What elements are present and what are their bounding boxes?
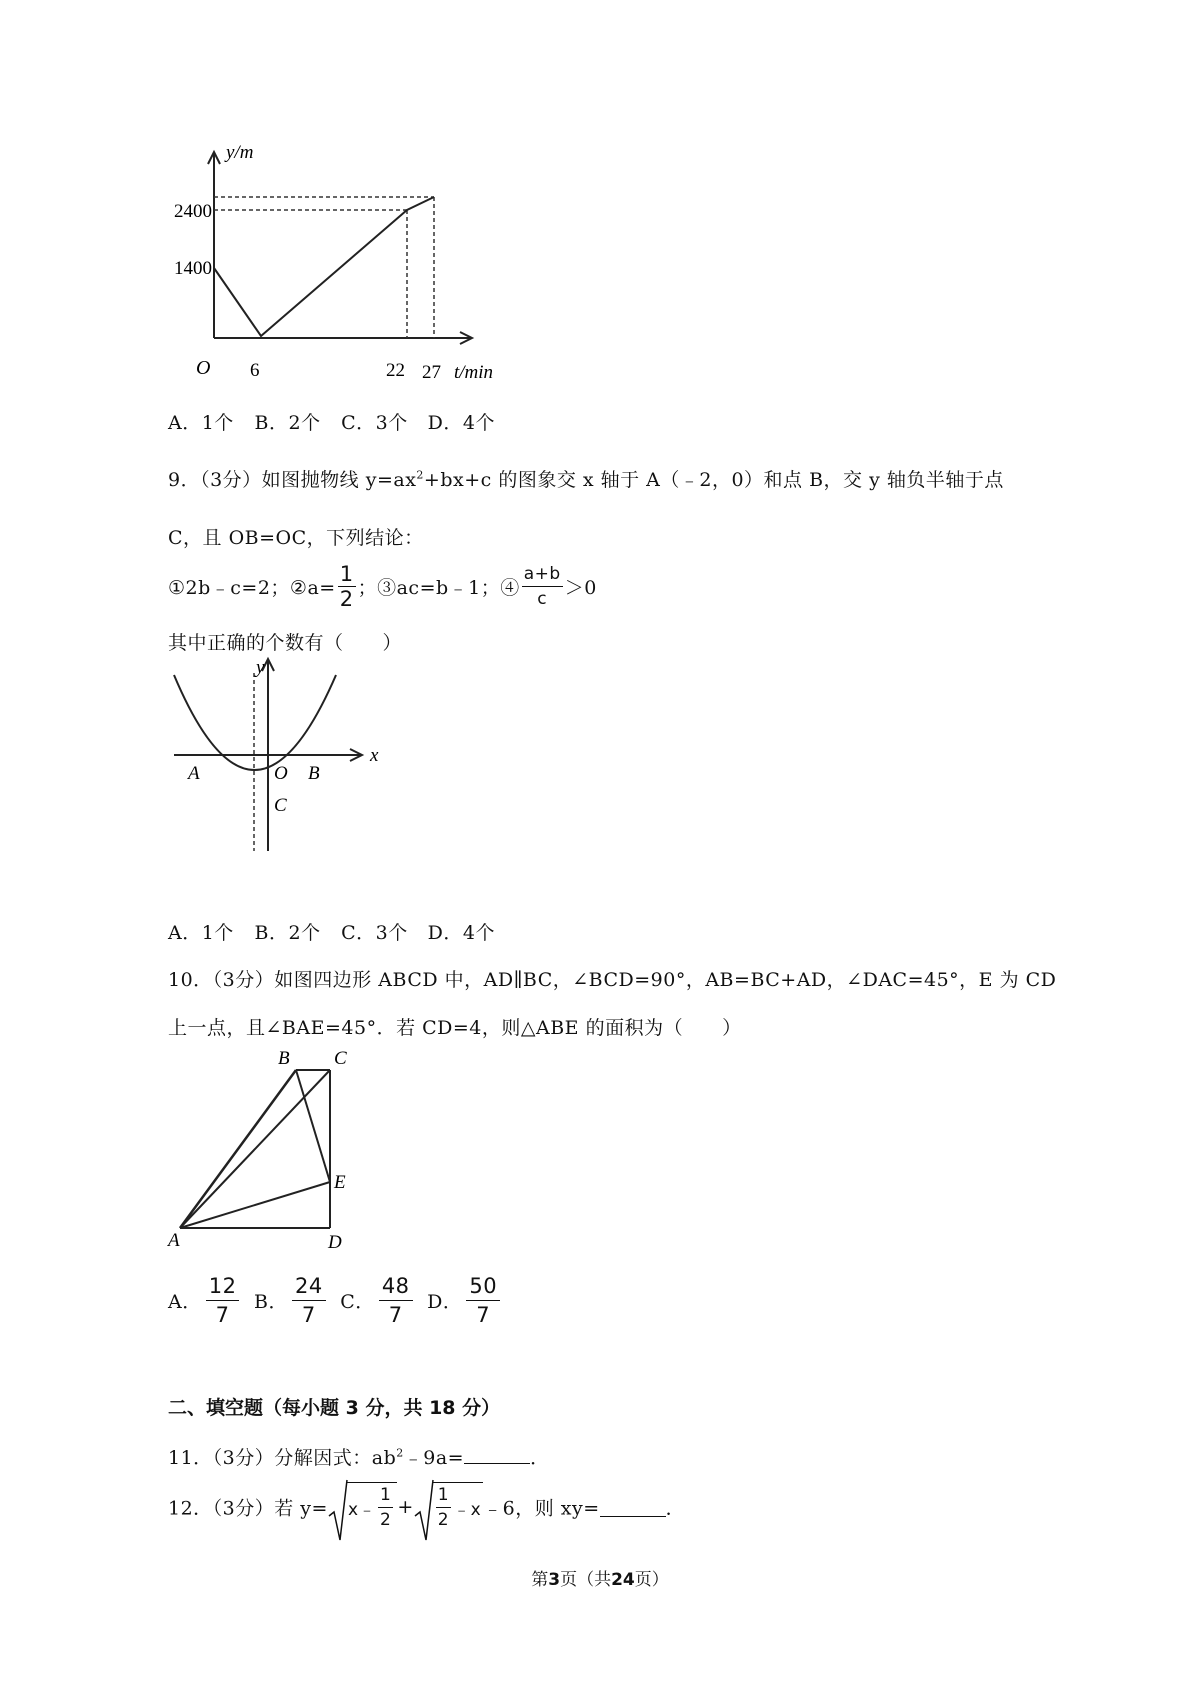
q10-option-b[interactable]: B． $\frac{24}{7}$ (254, 1272, 334, 1329)
origin-label: O (196, 357, 211, 379)
parabola-graph (160, 655, 400, 885)
distance-time-graph (174, 138, 520, 388)
q11: 11．（3分）分解因式：$ab^2﹣9a=$ ． (168, 1446, 550, 1469)
q10-line2: 上一点，且∠BAE=45°．若 CD=4，则△ABE 的面积为（ ） (168, 1017, 742, 1039)
segment-ab (180, 1070, 296, 1228)
q9-option-c[interactable]: C．3个 (341, 922, 408, 944)
fraction-a-plus-b-over-c: $\frac{a+b}{c}$ (523, 564, 561, 609)
q9-prompt: 其中正确的个数有（ ） (168, 632, 403, 654)
q8-options (168, 408, 495, 435)
origin-label: O (274, 763, 288, 784)
point-a-label: A (188, 763, 200, 784)
q10-option-a[interactable]: A． $\frac{12}{7}$ (168, 1272, 247, 1329)
point-b-label: B (308, 763, 320, 784)
x-tick-6: 6 (250, 360, 260, 381)
distance-line (214, 197, 434, 336)
point-c-label: C (274, 795, 287, 816)
q9-line2: C，且 OB=OC，下列结论： (168, 527, 424, 549)
point-c-label: C (334, 1048, 347, 1069)
q8-option-a[interactable]: A．1个 (168, 412, 234, 434)
fraction-one-half: $\frac{1}{2}$ (339, 562, 354, 611)
q8-option-d[interactable]: D．4个 (427, 412, 495, 434)
point-a-label: A (168, 1230, 180, 1251)
sqrt-expression-2: $\frac{1}{2}$ ﹣x (414, 1482, 483, 1532)
q8-option-b[interactable]: B．2个 (254, 412, 321, 434)
q9-line1: 9．（3分）如图抛物线 $y=ax^2+bx+c$ 的图象交 x 轴于 A（﹣2，0）和点 B，交 y 轴负半轴于点 (168, 468, 1004, 491)
quadrilateral-figure (170, 1040, 390, 1255)
x-axis-label: t/min (454, 362, 494, 383)
page-total: 24 (611, 1570, 635, 1590)
y-tick-1400: 1400 (174, 258, 212, 279)
q11-answer-blank[interactable] (464, 1445, 530, 1464)
q9-option-a[interactable]: A．1个 (168, 922, 234, 944)
point-d-label: D (328, 1232, 342, 1253)
q9-option-d[interactable]: D．4个 (427, 922, 495, 944)
point-b-label: B (278, 1048, 290, 1069)
x-label: x (370, 745, 379, 766)
q9-conclusions: ①2b﹣c=2；②a= $\frac{1}{2}$ ；③ac=b﹣1；④ $\frac{a+b}{c}$ ＞0 (168, 562, 597, 611)
y-tick-2400: 2400 (174, 201, 212, 222)
q10-line1: 10．（3分）如图四边形 ABCD 中，AD∥BC，∠BCD=90°，AB=BC+AD，∠DAC=45°，E 为 CD (168, 969, 1057, 991)
q9-option-b[interactable]: B．2个 (254, 922, 321, 944)
q8-option-c[interactable]: C．3个 (341, 412, 408, 434)
q10-option-c[interactable]: C． $\frac{48}{7}$ (340, 1272, 420, 1329)
page-number: 3 (548, 1570, 561, 1590)
point-e-label: E (334, 1172, 346, 1193)
q10-options (168, 1272, 508, 1329)
q9-options (168, 918, 495, 945)
page-footer: 第3页（共24页） (531, 1570, 669, 1590)
y-label: y (256, 657, 265, 678)
section-heading: 二、填空题（每小题 3 分，共 18 分） (168, 1397, 501, 1419)
x-tick-27: 27 (422, 362, 441, 383)
y-axis-label: y/m (226, 142, 254, 163)
x-tick-22: 22 (386, 360, 405, 381)
q12: 12．（3分）若 y= x﹣ $\frac{1}{2}$ + $\frac{1}{2}$ ﹣x ﹣6，则 xy= ． (168, 1482, 685, 1532)
q10-option-d[interactable]: D． $\frac{50}{7}$ (427, 1272, 508, 1329)
q12-answer-blank[interactable] (600, 1498, 666, 1517)
sqrt-expression-1: x﹣ $\frac{1}{2}$ (328, 1482, 397, 1532)
